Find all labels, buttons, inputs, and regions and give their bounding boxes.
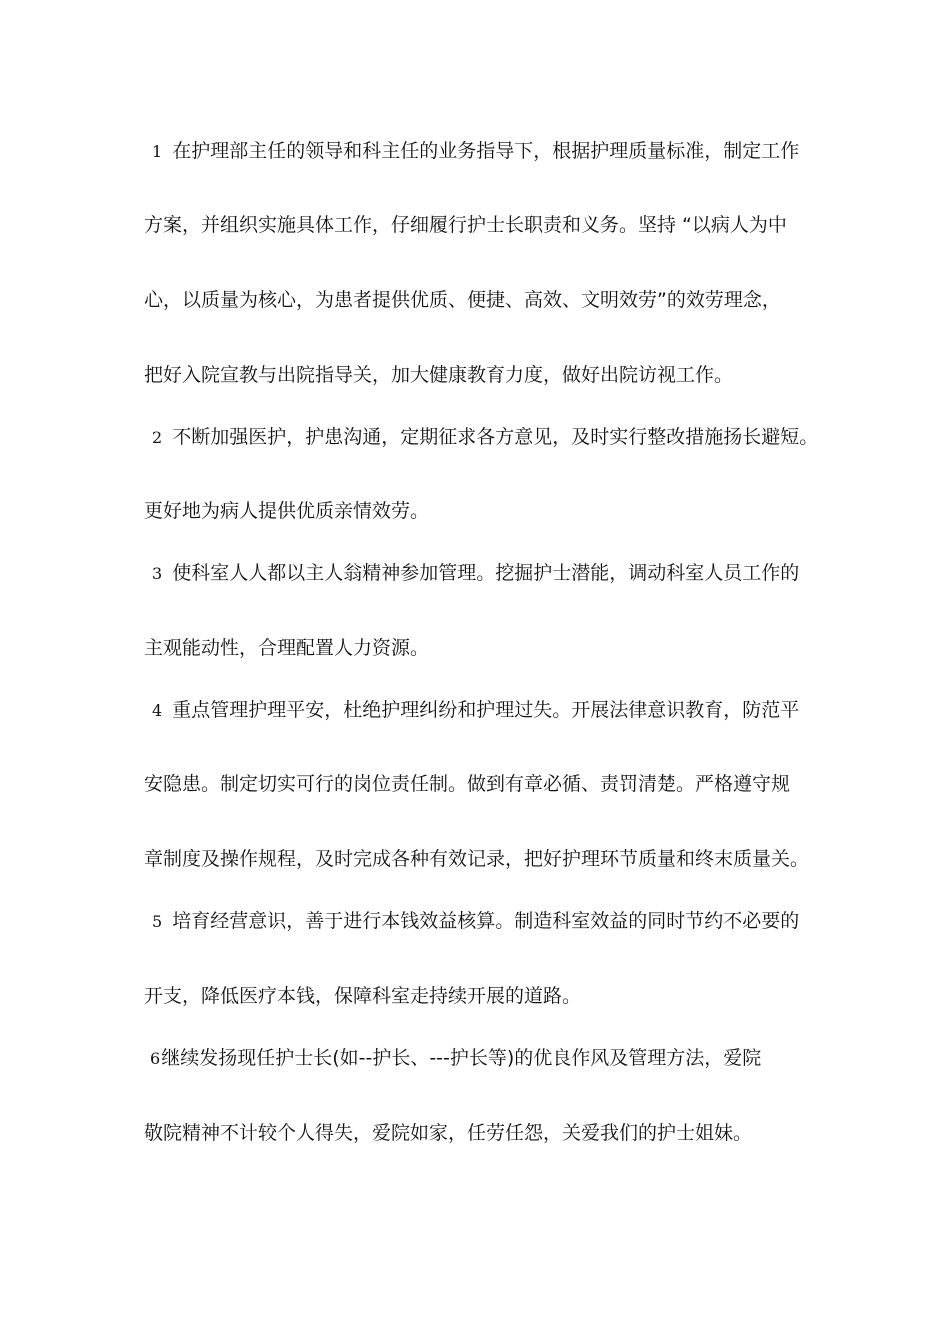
item-number: 5 bbox=[152, 912, 163, 931]
paragraph-4-line-1 bbox=[152, 697, 799, 724]
line-text: 不断加强医护，护患沟通，定期征求各方意见，及时实行整改措施扬长避短。 bbox=[172, 426, 819, 448]
paragraph-4-line-3 bbox=[144, 846, 809, 872]
paragraph-5-line-2 bbox=[144, 983, 581, 1009]
paragraph-3-line-2 bbox=[144, 635, 429, 661]
line-text: 继续发扬现任护士长(如--护长、---护长等)的优良作风及管理方法，爱院 bbox=[161, 1047, 762, 1069]
line-text: 把好入院宣教与出院指导关，加大健康教育力度，做好出院访视工作。 bbox=[144, 364, 734, 386]
line-text: 开支，降低医疗本钱，保障科室走持续开展的道路。 bbox=[144, 985, 582, 1007]
line-text: 更好地为病人提供优质亲情效劳。 bbox=[144, 500, 430, 522]
paragraph-1-line-1 bbox=[152, 138, 799, 165]
item-number: 6 bbox=[150, 1049, 161, 1068]
paragraph-3-line-1 bbox=[152, 560, 799, 587]
line-text: 使科室人人都以主人翁精神参加管理。挖掘护士潜能，调动科室人员工作的 bbox=[172, 562, 800, 584]
line-text: 心，以质量为核心，为患者提供优质、便捷、高效、文明效劳”的效劳理念， bbox=[144, 289, 781, 311]
line-text: 在护理部主任的领导和科主任的业务指导下，根据护理质量标准，制定工作 bbox=[172, 140, 800, 162]
item-number: 4 bbox=[152, 701, 163, 720]
paragraph-1-line-3 bbox=[144, 287, 781, 313]
line-text: 章制度及操作规程，及时完成各种有效记录，把好护理环节质量和终末质量关。 bbox=[144, 848, 810, 870]
line-text: 方案，并组织实施具体工作，仔细履行护士长职责和义务。坚持 “以病人为中 bbox=[144, 214, 787, 236]
line-text: 重点管理护理平安，杜绝护理纠纷和护理过失。开展法律意识教育，防范平 bbox=[172, 699, 800, 721]
paragraph-5-line-1 bbox=[152, 908, 799, 935]
line-text: 敬院精神不计较个人得失，爱院如家，任劳任怨，关爱我们的护士姐妹。 bbox=[144, 1122, 753, 1144]
paragraph-6-line-2 bbox=[144, 1120, 752, 1146]
paragraph-4-line-2 bbox=[144, 771, 790, 797]
line-text: 主观能动性，合理配置人力资源。 bbox=[144, 637, 430, 659]
paragraph-2-line-1 bbox=[152, 424, 818, 451]
item-number: 1 bbox=[152, 142, 163, 161]
line-text: 安隐患。制定切实可行的岗位责任制。做到有章必循、责罚清楚。严格遵守规 bbox=[144, 773, 791, 795]
paragraph-1-line-2 bbox=[144, 212, 787, 238]
paragraph-2-line-2 bbox=[144, 498, 429, 524]
paragraph-6-line-1 bbox=[150, 1045, 761, 1072]
item-number: 3 bbox=[152, 564, 163, 583]
paragraph-1-line-4 bbox=[144, 362, 733, 388]
line-text: 培育经营意识，善于进行本钱效益核算。制造科室效益的同时节约不必要的 bbox=[172, 910, 800, 932]
item-number: 2 bbox=[152, 428, 163, 447]
